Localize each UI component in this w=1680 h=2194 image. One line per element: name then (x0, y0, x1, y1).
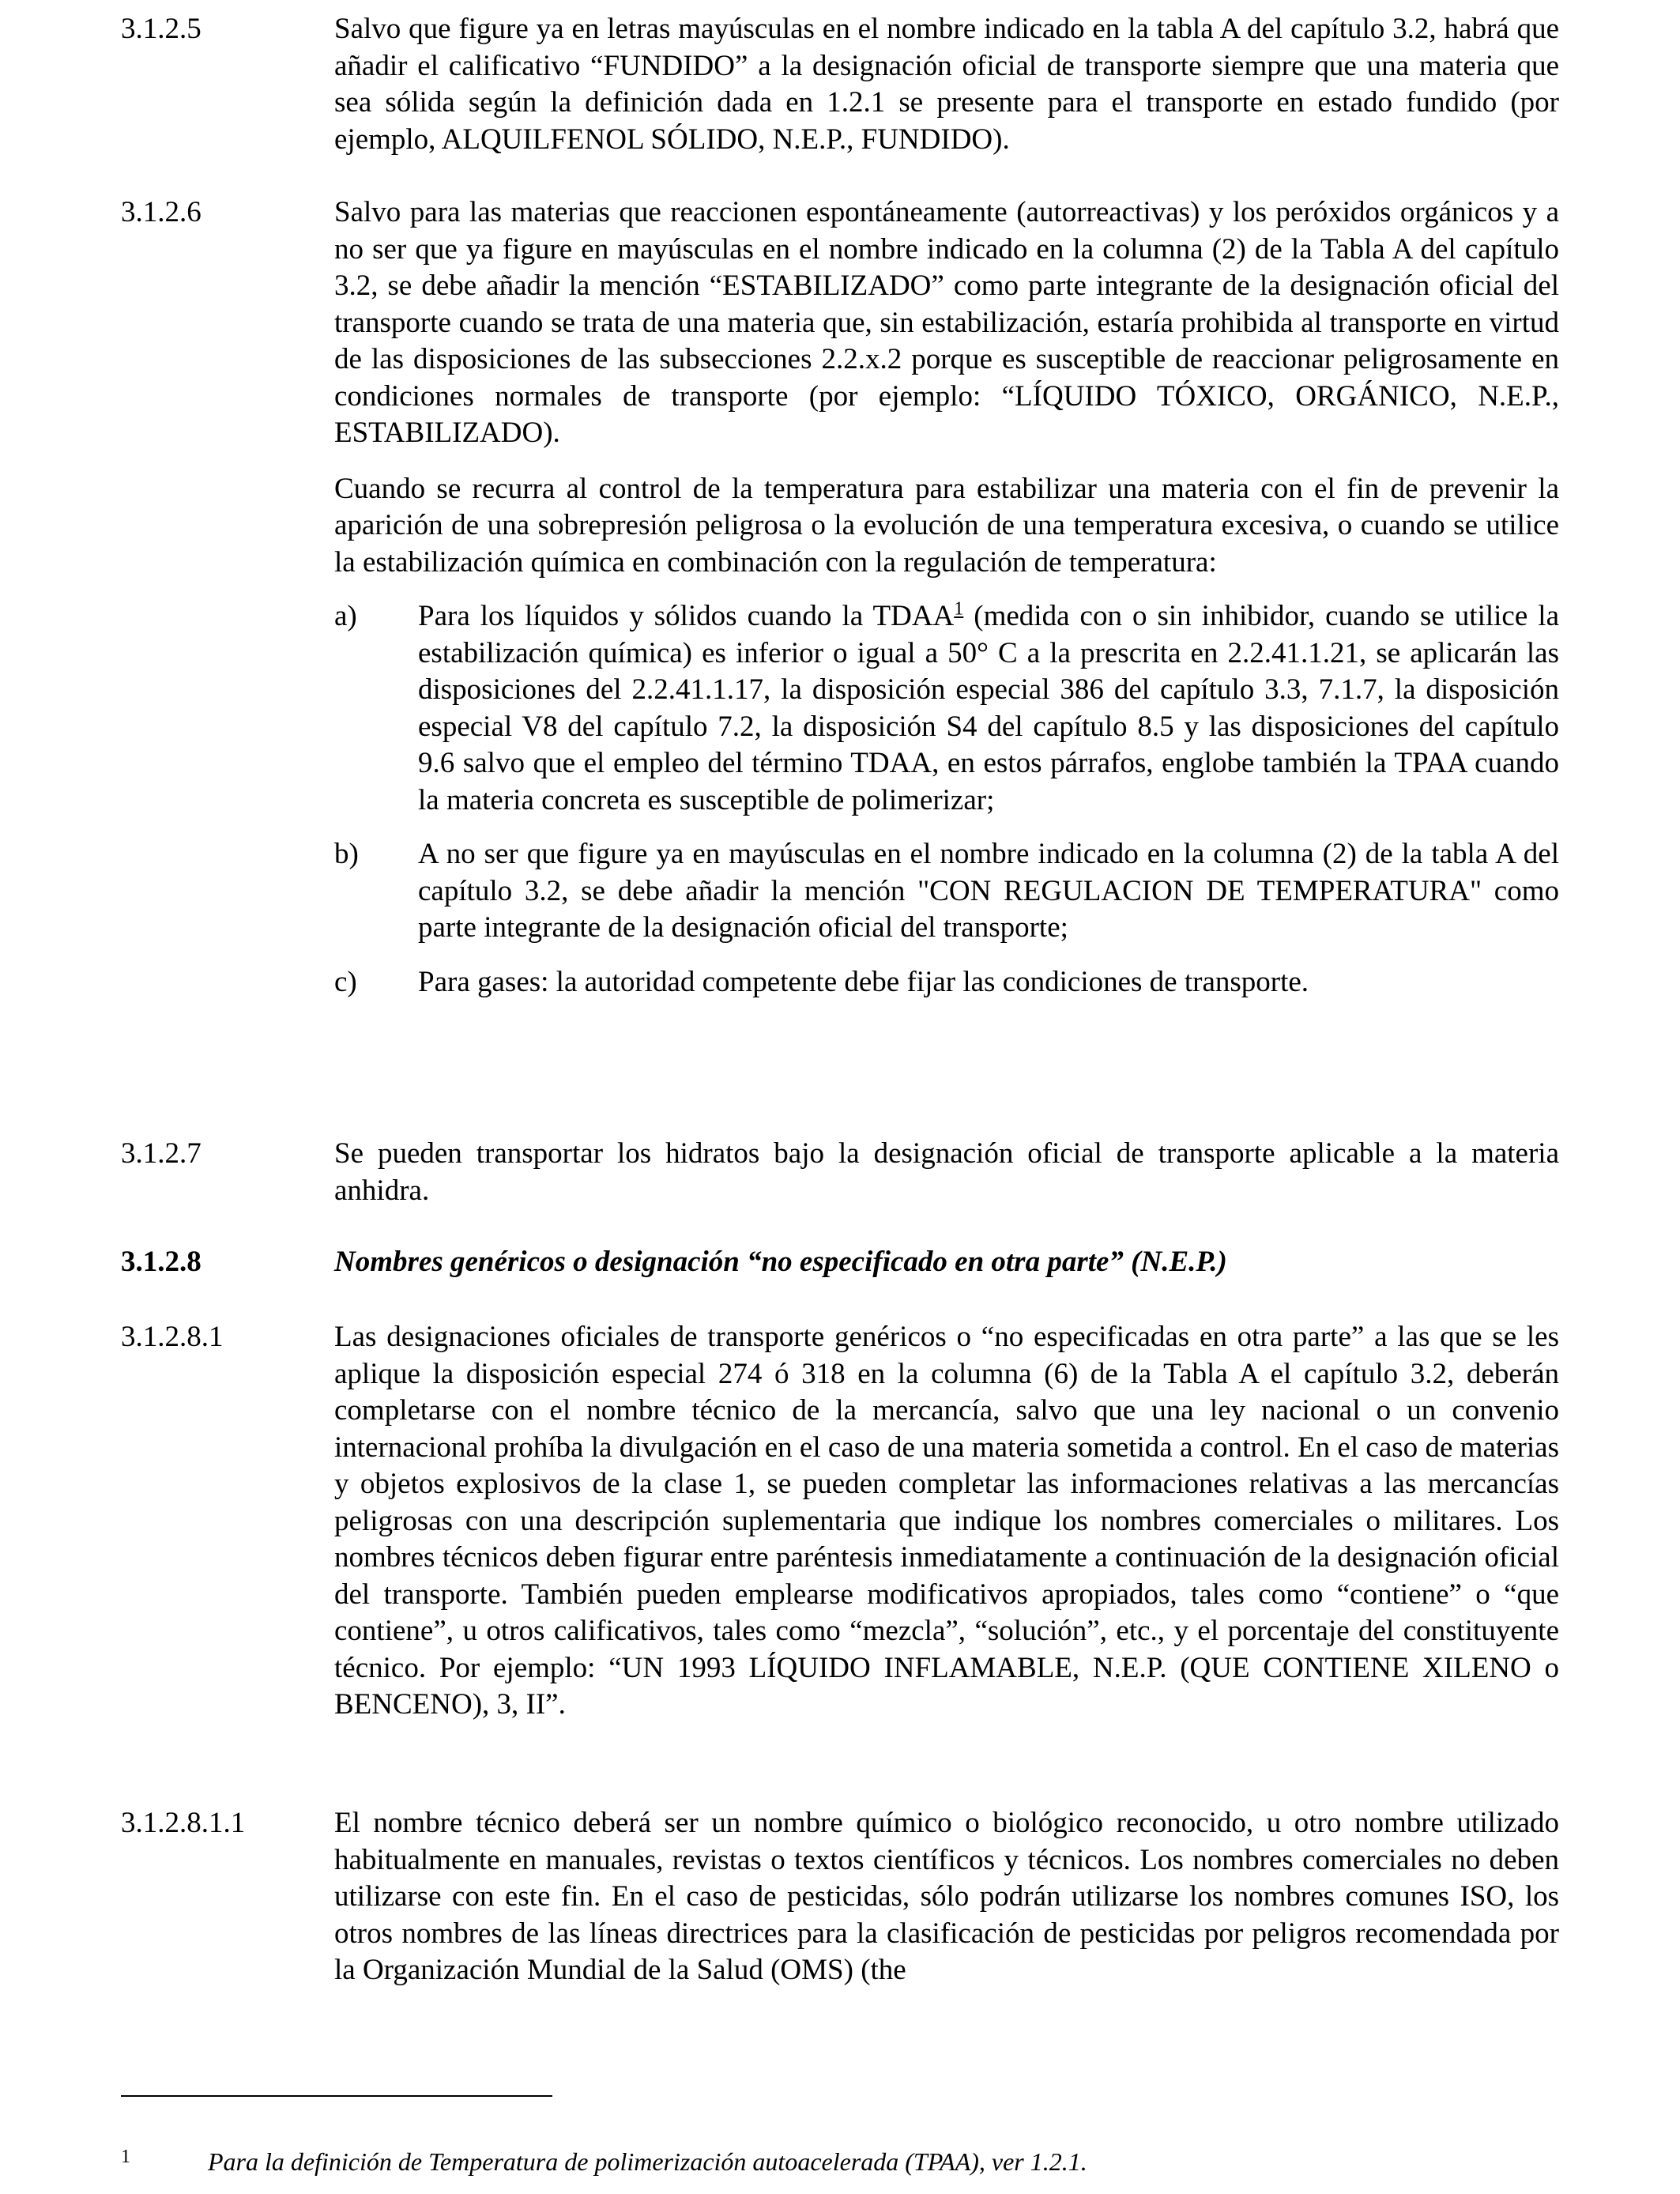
list-item-a (334, 598, 1559, 819)
footnote-text: Para la definición de Temperatura de polimerización autoacelerada (TPAA), ver 1.2.1. (208, 2147, 1087, 2176)
list-item-text: A no ser que figure ya en mayúsculas en el nombre indicado en la columna (2) de la tabla A del capítulo 3.2, se debe añadir la mención "CON REGULACION DE TEMPERATURA" como parte integrante de la designación oficial del transporte; (418, 838, 1559, 944)
section-number: 3.1.2.7 (121, 1137, 202, 1170)
section-3-1-2-8-1-1 (121, 1805, 1559, 1989)
section-paragraph: El nombre técnico deberá ser un nombre químico o biológico reconocido, u otro nombre utilizado habitualmente en manuales, revistas o textos científicos y técnicos. Los nombres comerciales no deben utilizarse con este fin. En el caso de pesticidas, sólo podrán utilizarse los nombres comunes ISO, los otros nombres de las líneas directrices para la clasificación de pesticidas por peligros recomendada por la Organización Mundial de la Salud (OMS) (the (334, 1807, 1559, 1986)
section-3-1-2-7 (121, 1136, 1559, 1209)
section-number: 3.1.2.8.1.1 (121, 1807, 246, 1839)
section-paragraph: Las designaciones oficiales de transporte genéricos o “no especificadas en otra parte” a las que se les aplique la disposición especial 274 ó 318 en la columna (6) de la Tabla A el capítulo 3.2, deberán completarse con el nombre técnico de la mercancía, salvo que una ley nacional o un convenio internacional prohíba la divulgación en el caso de una materia sometida a control. En el caso de materias y objetos explosivos de la clase 1, se pueden completar las informaciones relativas a las mercancías peligrosas con una descripción suplementaria que indique los nombres comerciales o militares. Los nombres técnicos deben figurar entre paréntesis inmediatamente a continuación de la designación oficial del transporte. También pueden emplearse modificativos apropiados, tales como “contiene” o “que contiene”, u otros calificativos, tales como “mezcla”, “solución”, etc., y el porcentaje del constituyente técnico. Por ejemplo: “UN 1993 LÍQUIDO INFLAMABLE, N.E.P. (QUE CONTIENE XILENO o BENCENO), 3, II”. (334, 1321, 1559, 1721)
section-3-1-2-8-1 (121, 1319, 1559, 1724)
section-number: 3.1.2.8 (121, 1246, 202, 1278)
list-item-b (334, 836, 1559, 947)
list-item-label: c) (334, 965, 357, 998)
section-3-1-2-5 (121, 11, 1559, 158)
footnote-separator (121, 2095, 552, 2097)
section-paragraph: Se pueden transportar los hidratos bajo la designación oficial de transporte aplicable a la materia anhidra. (334, 1137, 1559, 1207)
section-number: 3.1.2.6 (121, 196, 202, 228)
footnote-number: 1 (121, 2147, 130, 2167)
section-paragraph: Salvo para las materias que reaccionen espontáneamente (autorreactivas) y los peróxidos orgánicos y a no ser que ya figure en mayúsculas en el nombre indicado en la columna (2) de la Tabla A del capítulo 3.2, se debe añadir la mención “ESTABILIZADO” como parte integrante de la designación oficial del transporte cuando se trata de una materia que, sin estabilización, estaría prohibida al transporte en virtud de las disposiciones de las subsecciones 2.2.x.2 porque es susceptible de reaccionar peligrosamente en condiciones normales de transporte (por ejemplo: “LÍQUIDO TÓXICO, ORGÁNICO, N.E.P., ESTABILIZADO). (334, 196, 1559, 449)
list-item-c (334, 964, 1559, 1001)
section-number: 3.1.2.5 (121, 13, 202, 45)
section-3-1-2-8 (121, 1244, 1559, 1281)
section-3-1-2-6 (121, 194, 1559, 1001)
section-number: 3.1.2.8.1 (121, 1321, 224, 1353)
list-item-label: b) (334, 838, 359, 870)
list-item-text: Para los líquidos y sólidos cuando la TDAA$^1$ (medida con o sin inhibidor, cuando se utilice la estabilización química) es inferior o igual a 50° C a la prescrita en 2.2.41.1.21, se aplicarán las disposiciones del 2.2.41.1.17, la disposición especial 386 del capítulo 3.3, 7.1.7, la disposición especial V8 del capítulo 7.2, la disposición S4 del capítulo 8.5 y las disposiciones del capítulo 9.6 salvo que el empleo del término TDAA, en estos párrafos, englobe también la TPAA cuando la materia concreta es susceptible de polimerizar; (418, 598, 1559, 816)
section-heading: Nombres genéricos o designación “no especificado en otra parte” (N.E.P.) (334, 1246, 1227, 1278)
list-item-label: a) (334, 600, 357, 632)
section-paragraph: Cuando se recurra al control de la temperatura para estabilizar una materia con el fin de prevenir la aparición de una sobrepresión peligrosa o la evolución de una temperatura excesiva, o cuando se utilice la estabilización química en combinación con la regulación de temperatura: (334, 472, 1559, 579)
footnote (121, 2146, 1559, 2177)
section-paragraph: Salvo que figure ya en letras mayúsculas en el nombre indicado en la tabla A del capítulo 3.2, habrá que añadir el calificativo “FUNDIDO” a la designación oficial de transporte siempre que una materia que sea sólida según la definición dada en 1.2.1 se presente para el transporte en estado fundido (por ejemplo, ALQUILFENOL SÓLIDO, N.E.P., FUNDIDO). (334, 13, 1559, 156)
list-item-text: Para gases: la autoridad competente debe fijar las condiciones de transporte. (418, 965, 1309, 998)
footnote-reference[interactable]: 1 (954, 598, 964, 620)
